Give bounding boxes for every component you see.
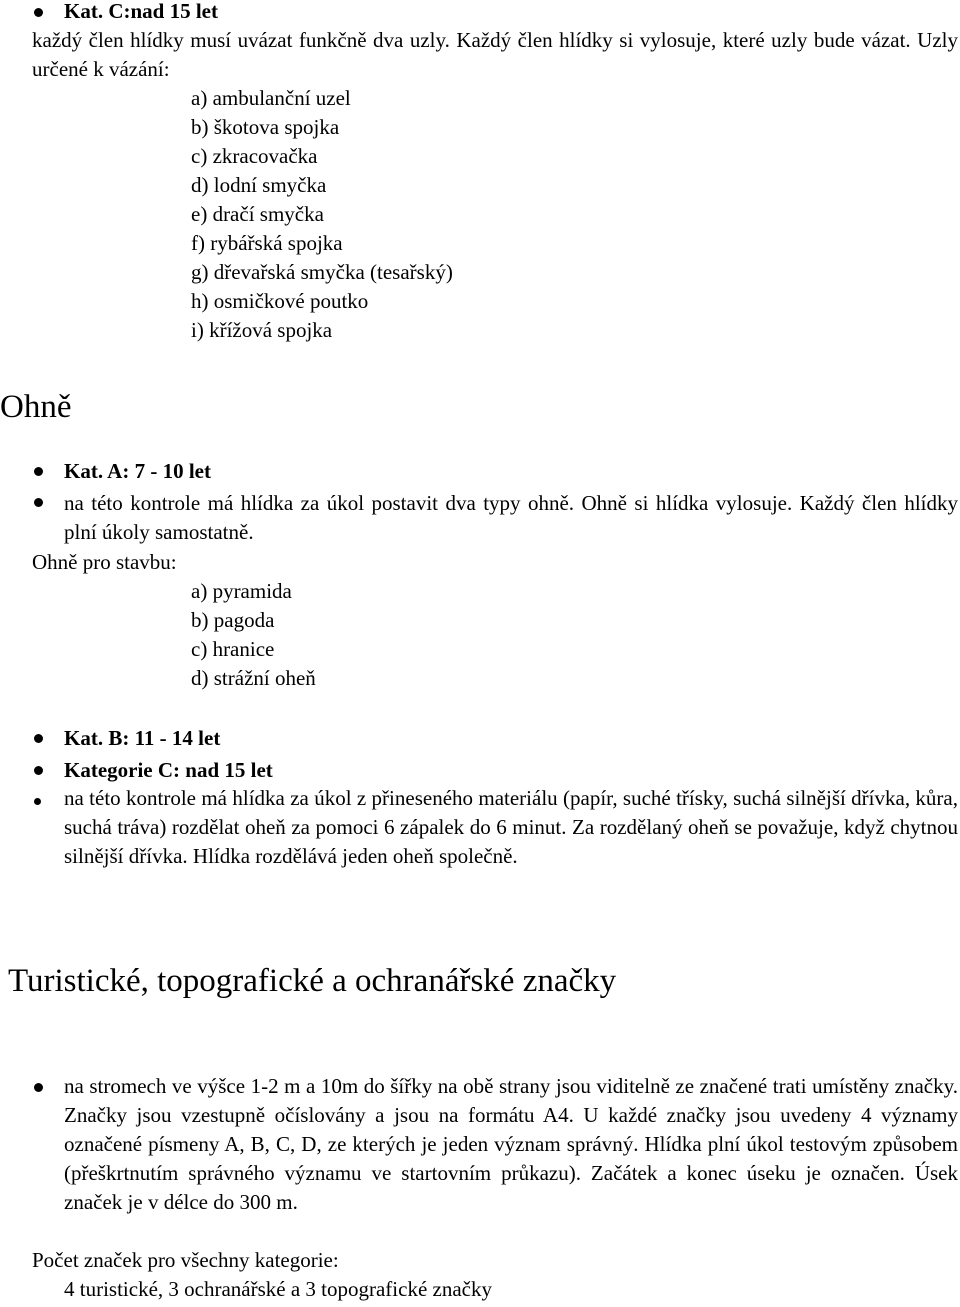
- bullet: [34, 498, 43, 507]
- list-item: a) ambulanční uzel: [191, 86, 351, 110]
- znacky-text: na stromech ve výšce 1-2 m a 10m do šířky na obě strany jsou viditelně ze značené trati umístěny značky. Značky jsou vzestupně očíslovány a jsou na formátu A4. U každé značky jsou uvedeny 4 významy označené písmeny A, B, C, D, ze kterých je jeden význam správný. Hlídka plní úkol testovým způsobem (přeškrtnutím správného významu ve startovním průkazu). Začátek a konec úseku je označen. Úsek značek je v délce do 300 m.: [64, 1074, 958, 1214]
- ohne-task: na této kontrole má hlídka za úkol postavit dva typy ohně. Ohně si hlídka vylosuje. Každý člen hlídky plní úkoly samostatně.: [64, 491, 958, 544]
- list-item: c) zkracovačka: [191, 144, 318, 168]
- list-item: b) pagoda: [191, 608, 275, 632]
- list-item: e) dračí smyčka: [191, 202, 324, 226]
- section-title-znacky: Turistické, topografické a ochranářské značky: [8, 963, 617, 999]
- bullet: [34, 798, 41, 805]
- list-item: d) strážní oheň: [191, 666, 316, 690]
- knots-intro: každý člen hlídky musí uvázat funkčně dva uzly. Každý člen hlídky si vylosuje, které uzly bude vázat. Uzly určené k vázání:: [32, 28, 958, 81]
- kat-a-heading: Kat. A: 7 - 10 let: [64, 459, 211, 483]
- znacky-count-value: 4 turistické, 3 ochranářské a 3 topografické značky: [64, 1277, 492, 1301]
- list-item: f) rybářská spojka: [191, 231, 343, 255]
- bullet: [34, 766, 43, 775]
- bullet: [34, 1083, 43, 1092]
- list-item: d) lodní smyčka: [191, 173, 327, 197]
- fire-list: [191, 577, 316, 693]
- ohne-list-title: Ohně pro stavbu:: [32, 550, 177, 574]
- list-item: g) dřevařská smyčka (tesařský): [191, 260, 453, 284]
- list-item: c) hranice: [191, 637, 275, 661]
- section-title-ohne: Ohně: [0, 389, 72, 425]
- kat-c-fire-heading: Kategorie C: nad 15 let: [64, 758, 273, 782]
- knot-list: [191, 84, 453, 345]
- bullet: [34, 734, 43, 743]
- znacky-count-title: Počet značek pro všechny kategorie:: [32, 1248, 339, 1272]
- bullet: [34, 8, 43, 17]
- bullet: [34, 467, 43, 476]
- kat-b-heading: Kat. B: 11 - 14 let: [64, 726, 221, 750]
- list-item: a) pyramida: [191, 579, 292, 603]
- list-item: i) křížová spojka: [191, 318, 333, 342]
- list-item: h) osmičkové poutko: [191, 289, 369, 313]
- kat-c-heading: Kat. C:nad 15 let: [64, 0, 218, 23]
- ohne-task-c: na této kontrole má hlídka za úkol z přineseného materiálu (papír, suché třísky, suchá silnější dřívka, kůra, suchá tráva) rozdělat oheň za pomoci 6 zápalek do 6 minut. Za rozdělaný oheň se považuje, když chytnou silnější dřívka. Hlídka rozdělává jeden oheň společně.: [64, 786, 958, 868]
- list-item: b) škotova spojka: [191, 115, 340, 139]
